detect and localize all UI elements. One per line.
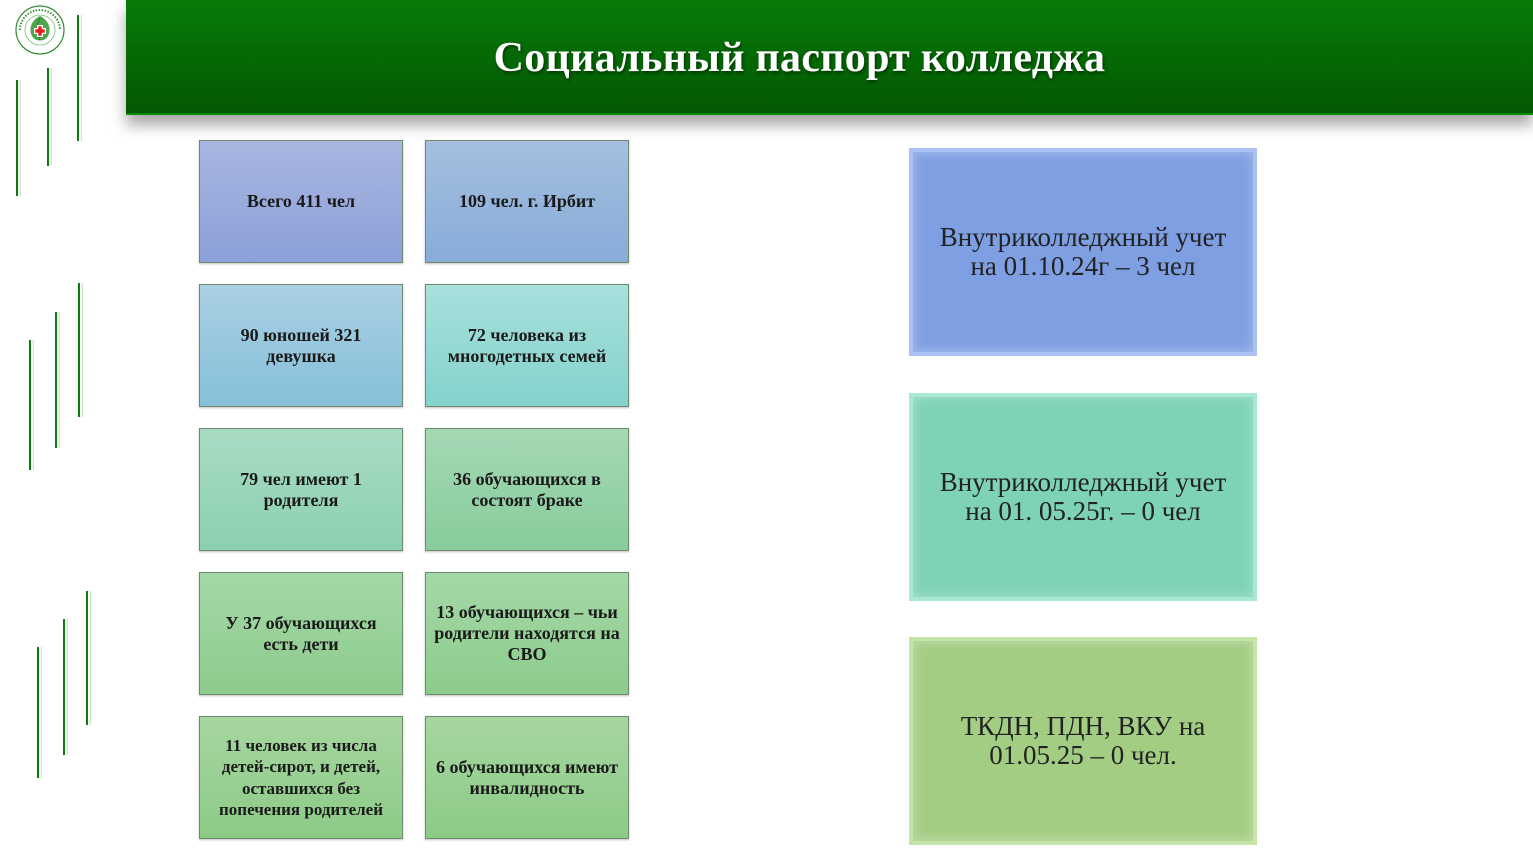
title-banner: [126, 0, 1533, 115]
stat-box: 13 обучающихся – чьи родители находятся на СВО: [425, 572, 629, 695]
stat-box: Всего 411 чел: [199, 140, 403, 263]
stat-box: 109 чел. г. Ирбит: [425, 140, 629, 263]
stat-box: 6 обучающихся имеют инвалидность: [425, 716, 629, 839]
stat-box: 11 человек из числа детей-сирот, и детей, оставшихся без попечения родителей: [199, 716, 403, 839]
stat-box: У 37 обучающихся есть дети: [199, 572, 403, 695]
college-logo-icon: [10, 2, 74, 60]
page-title: Социальный паспорт колледжа: [493, 35, 1106, 81]
record-box-agencies: ТКДН, ПДН, ВКУ на 01.05.25 – 0 чел.: [909, 637, 1257, 845]
decorative-line: [29, 340, 33, 470]
stat-box: 79 чел имеют 1 родителя: [199, 428, 403, 551]
record-box-internal-2024: Внутриколледжный учет на 01.10.24г – 3 чел: [909, 148, 1257, 356]
decorative-line: [55, 312, 59, 448]
stat-box: 36 обучающихся в состоят браке: [425, 428, 629, 551]
decorative-line: [77, 15, 81, 141]
decorative-line: [78, 283, 82, 417]
decorative-line: [63, 619, 67, 755]
stat-box: 90 юношей 321 девушка: [199, 284, 403, 407]
stat-box: 72 человека из многодетных семей: [425, 284, 629, 407]
decorative-line: [37, 647, 41, 778]
decorative-line: [86, 591, 90, 725]
decorative-line: [16, 80, 20, 196]
decorative-line: [47, 68, 51, 166]
record-box-internal-2025: Внутриколледжный учет на 01. 05.25г. – 0 чел: [909, 393, 1257, 601]
